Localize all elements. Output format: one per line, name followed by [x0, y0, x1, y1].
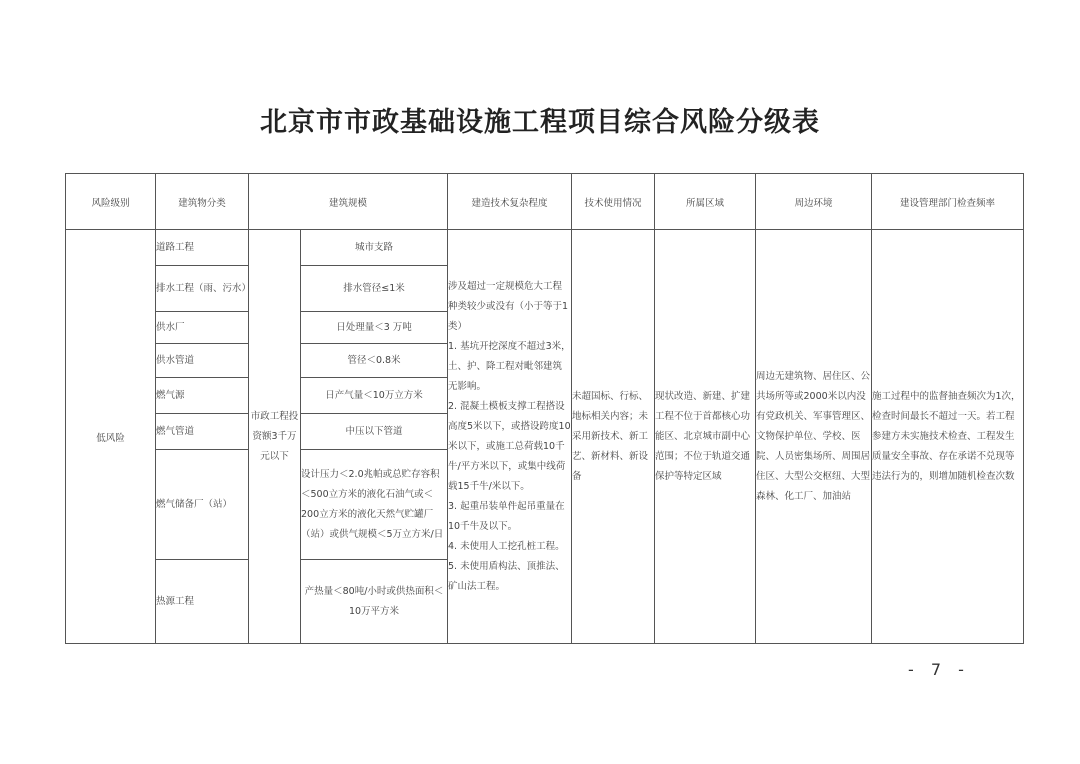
category-cell: 道路工程	[156, 230, 249, 266]
header-category: 建筑物分类	[156, 174, 249, 230]
category-cell: 供水管道	[156, 344, 249, 378]
category-cell: 供水厂	[156, 312, 249, 344]
risk-table	[65, 173, 1024, 644]
header-scale: 建筑规模	[249, 174, 448, 230]
header-row	[66, 174, 1024, 230]
frequency-cell: 施工过程中的监督抽查频次为1次，检查时间最长不超过一天。若工程参建方未实施技术检查、工程发生质量安全事故、存在承诺不兑现等违法行为的，则增加随机检查次数	[872, 230, 1024, 644]
scale-cell: 设计压力＜2.0兆帕或总贮存容积＜500立方米的液化石油气或＜200立方米的液化天然气贮罐厂（站）或供气规模＜5万立方米/日	[301, 450, 448, 560]
category-cell: 燃气储备厂（站）	[156, 450, 249, 560]
environment-cell: 周边无建筑物、居住区、公共场所等或2000米以内没有党政机关、军事管理区、文物保护单位、学校、医院、人员密集场所、周围居住区、大型公交枢纽、大型森林、化工厂、加油站	[756, 230, 872, 644]
category-cell: 燃气管道	[156, 414, 249, 450]
tech-usage-cell: 未超国标、行标、地标相关内容；未采用新技术、新工艺、新材料、新设备	[572, 230, 655, 644]
page-title: 北京市市政基础设施工程项目综合风险分级表	[260, 107, 820, 138]
scale-cell: 日产气量＜10万立方米	[301, 378, 448, 414]
scale-cell: 日处理量＜3 万吨	[301, 312, 448, 344]
risk-level-cell: 低风险	[66, 230, 156, 644]
scale-cell: 管径＜0.8米	[301, 344, 448, 378]
header-tech-usage: 技术使用情况	[572, 174, 655, 230]
scale-cell: 城市支路	[301, 230, 448, 266]
header-risk-level: 风险级别	[66, 174, 156, 230]
tech-complexity-cell: 涉及超过一定规模危大工程种类较少或没有（小于等于1类） 1. 基坑开挖深度不超过3米，土、护、降工程对毗邻建筑无影响。 2. 混凝土模板支撑工程搭设高度5米以下，或搭设跨度10米以下，或施工总荷载10千牛/平方米以下，或集中线荷载15千牛/米以下。 3. 起重吊装单件起吊重量在10千牛及以下。 4. 未使用人工挖孔桩工程。 5. 未使用盾构法、顶推法、矿山法工程。	[448, 230, 572, 644]
category-cell: 热源工程	[156, 560, 249, 644]
area-cell: 现状改造、新建、扩建工程不位于首都核心功能区、北京城市副中心范围；不位于轨道交通保护等特定区域	[655, 230, 756, 644]
category-cell: 燃气源	[156, 378, 249, 414]
scale-cell: 产热量＜80吨/小时或供热面积＜10万平方米	[301, 560, 448, 644]
header-area: 所属区域	[655, 174, 756, 230]
investment-cell: 市政工程投资额3千万元以下	[249, 230, 301, 644]
category-cell: 排水工程（雨、污水）	[156, 266, 249, 312]
page-number: - 7 -	[908, 660, 970, 679]
header-tech-complexity: 建造技术复杂程度	[448, 174, 572, 230]
header-environment: 周边环境	[756, 174, 872, 230]
table-row	[66, 230, 1024, 266]
scale-cell: 中压以下管道	[301, 414, 448, 450]
header-frequency: 建设管理部门检查频率	[872, 174, 1024, 230]
scale-cell: 排水管径≤1米	[301, 266, 448, 312]
